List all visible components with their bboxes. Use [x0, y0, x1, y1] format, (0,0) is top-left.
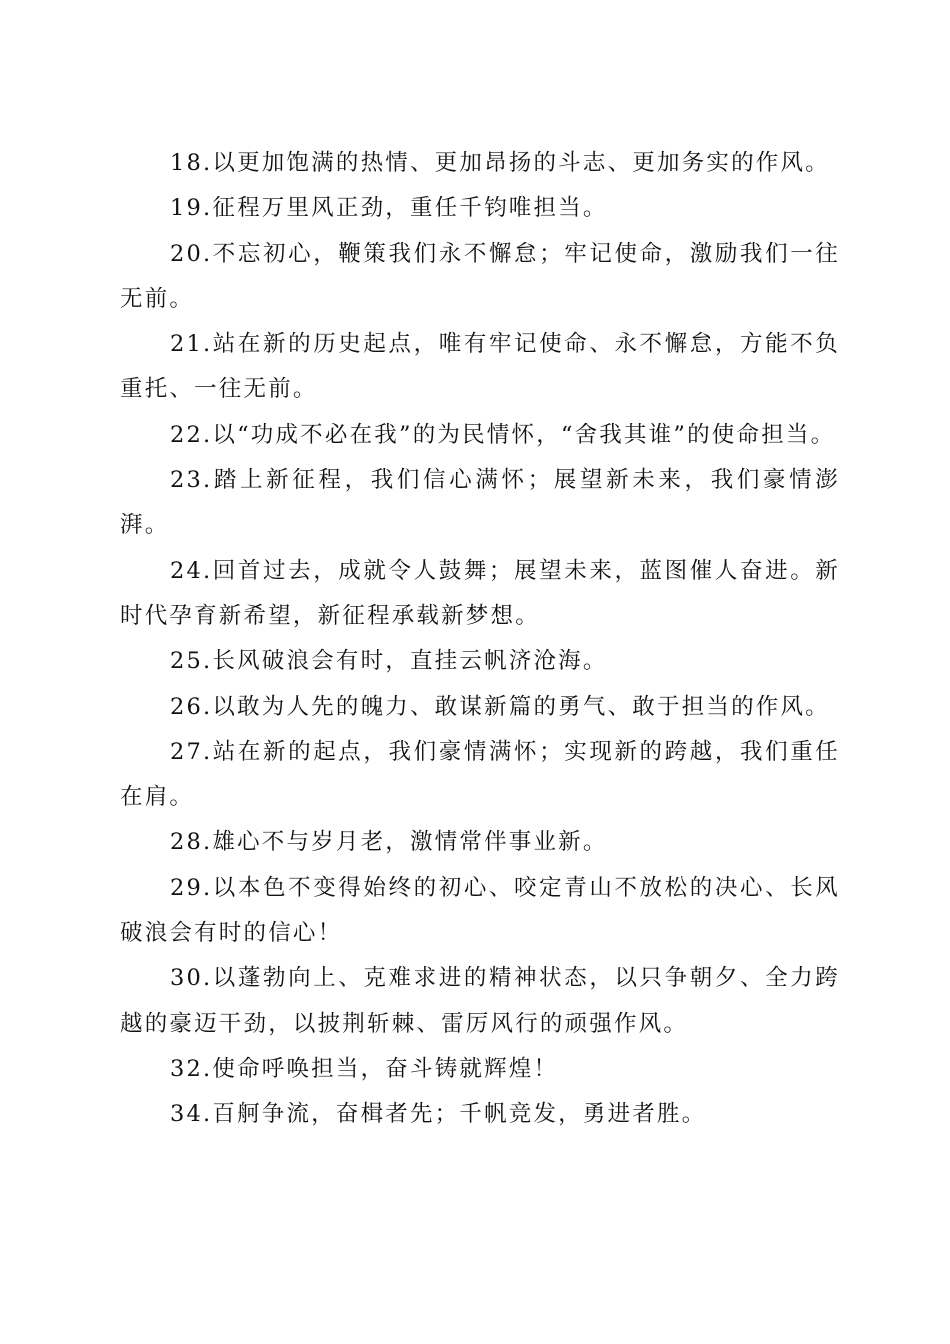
list-item: 23.踏上新征程，我们信心满怀；展望新未来，我们豪情澎湃。 [120, 467, 840, 539]
list-item: 29.以本色不变得始终的初心、咬定青山不放松的决心、长风破浪会有时的信心！ [120, 874, 840, 947]
list-item: 24.回首过去，成就令人鼓舞；展望未来，蓝图催人奋进。新时代孕育新希望，新征程承载新梦想。 [120, 557, 840, 629]
list-item: 27.站在新的起点，我们豪情满怀；实现新的跨越，我们重任在肩。 [120, 738, 840, 811]
list-item: 20.不忘初心，鞭策我们永不懈怠；牢记使命，激励我们一往无前。 [120, 240, 840, 312]
list-item: 18.以更加饱满的热情、更加昂扬的斗志、更加务实的作风。 [170, 150, 830, 176]
list-item: 34.百舸争流，奋楫者先；千帆竞发，勇进者胜。 [170, 1101, 707, 1128]
list-item: 21.站在新的历史起点，唯有牢记使命、永不懈怠，方能不负重托、一往无前。 [120, 331, 840, 403]
list-item: 32.使命呼唤担当，奋斗铸就辉煌！ [170, 1055, 559, 1082]
list-item: 19.征程万里风正劲，重任千钧唯担当。 [170, 195, 608, 222]
list-item: 22.以“功成不必在我”的为民情怀，“舍我其谁”的使命担当。 [170, 421, 836, 448]
list-item: 30.以蓬勃向上、克难求进的精神状态，以只争朝夕、全力跨越的豪迈干劲，以披荆斩棘、雷厉风行的顽强作风。 [120, 965, 840, 1037]
slogan-list [120, 141, 840, 1138]
list-item: 26.以敢为人先的魄力、敢谋新篇的勇气、敢于担当的作风。 [170, 693, 830, 720]
list-item: 25.长风破浪会有时，直挂云帆济沧海。 [170, 648, 608, 675]
list-item: 28.雄心不与岁月老，激情常伴事业新。 [170, 829, 608, 856]
